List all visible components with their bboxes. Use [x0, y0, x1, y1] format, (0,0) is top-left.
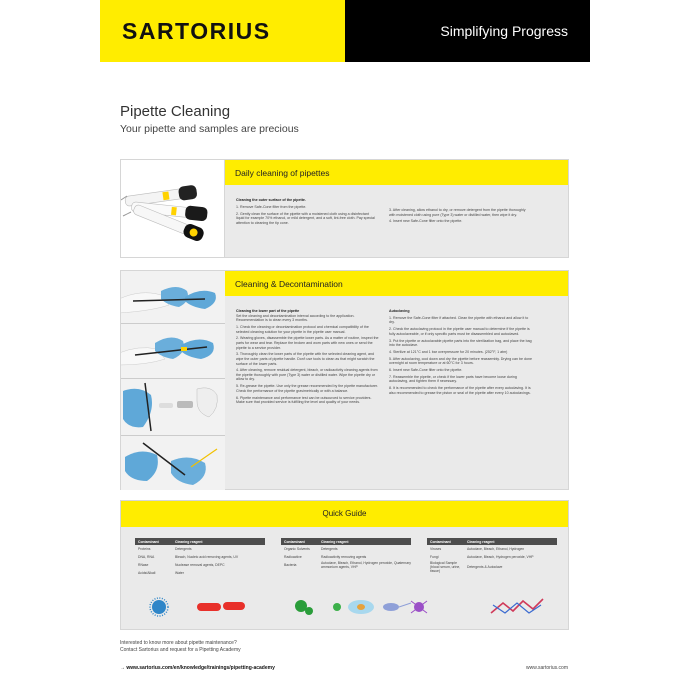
table-row: Acids/Alkali Water [138, 571, 184, 575]
pipettes-image [121, 160, 225, 257]
molecule-strands-icon [491, 599, 543, 613]
decon-left-intro: Set the cleaning and decontamination interval according to the application. Recommendation is to clean every 3 months. [236, 313, 355, 323]
decon-left-heading: Cleaning the lower part of the pipette [236, 309, 300, 313]
decon-step: 2. Wearing gloves, disassemble the pipette lower parts. As a matter of routine, inspect the parts for wear and tear. Replace the broken and worn parts with new ones or send the pipette to a service provider. [236, 336, 379, 350]
decontamination-panel [120, 270, 569, 490]
autoclave-step: 8. It is recommended to check the performance of the pipette after every autoclaving. It is also recommended to grease the piston or seal of the pipette after every 10 autoclavings. [389, 386, 531, 395]
quick-guide-table-1 [135, 538, 265, 577]
tagline-area [345, 0, 590, 62]
table-row: Organic Solvents Detergents [284, 547, 338, 551]
bacteria-icon [197, 602, 245, 611]
col-contaminant: Contaminant [430, 539, 451, 544]
page-subtitle: Your pipette and samples are precious [120, 123, 299, 135]
table-row: Fungi Autoclave, Bleach, Hydrogen peroxide, VHP [430, 555, 534, 559]
footer-text [120, 640, 241, 654]
col-reagent: Cleaning reagent [321, 539, 349, 544]
daily-step: 2. Gently clean the surface of the pipette with a moistened cloth using a disinfectant liquid for example 70% ethanol, or mild detergent, and a soft, lint-free cloth. Pay special attention to cleaning the tip cone. [236, 211, 375, 225]
table-row: RNase Nuclease removal agents, DEPC [138, 563, 225, 567]
contaminant-illustrations [121, 593, 570, 623]
sartorius-logo[interactable]: SARTORIUS [122, 17, 271, 44]
footer-line-1: Interested to know more about pipette maintenance? [120, 640, 237, 646]
col-reagent: Cleaning reagent [175, 539, 203, 544]
autoclave-step: 6. Insert new Safe-Cone filter onto the pipette. [389, 368, 463, 373]
table-row: Proteins Detergents [138, 547, 192, 551]
daily-steps-right [389, 208, 529, 226]
quick-guide-table-3 [427, 538, 557, 573]
table-row: Biological Sample (blood serum, urine, tissue) Detergents & Autoclave [430, 561, 503, 573]
daily-cleaning-panel [120, 159, 569, 258]
autoclave-step: 2. Check the autoclaving protocol in the pipette user manual to determine if the pipette is fully autoclaveable, or if only specific parts must be disassembled and autoclaved. [389, 327, 530, 336]
daily-cleaning-heading: Daily cleaning of pipettes [225, 160, 568, 185]
decontamination-images [121, 271, 225, 489]
autoclave-step: 5. After autoclaving, cool down and dry the pipette before reassembly. Drying can be done overnight at room temperature or at 60°C for 3 hours. [389, 356, 532, 366]
pipetting-academy-link[interactable]: → www.sartorius.com/en/knowledge/trainings/pipetting-academy [120, 665, 275, 671]
poster [100, 0, 590, 690]
autoclaving-steps [389, 309, 534, 398]
autoclave-step: 3. Put the pipette or autoclavable pipette parts into the sterilization bag, and place the bag into the autoclave. [389, 338, 532, 348]
table-row: Bacteria Autoclave, Bleach, Ethanol, Hydrogen peroxide, Quaternary ammonium agents, VHP [284, 561, 411, 569]
decon-step: 6. Pipette maintenance and performance test can be outsourced to service providers. Make sure that provided service is fulfilling the level and quality of your needs. [236, 395, 372, 405]
decon-step: 1. Check the cleaning or decontamination protocol and chemical compatibility of the selected cleaning solution for your pipette in the pipette user manual. [236, 324, 369, 334]
page-title: Pipette Cleaning [120, 103, 231, 120]
tagline: Simplifying Progress [440, 23, 568, 39]
cell-cluster-icon [295, 600, 313, 615]
decon-steps-left [236, 309, 381, 407]
col-reagent: Cleaning reagent [467, 539, 495, 544]
decon-step: 3. Thoroughly clean the lower parts of the pipette with the selected cleaning agent, and wipe the outer parts of pipette handle. Don't use tools to clean as that might scratch the surface of the lower parts. [236, 352, 375, 366]
virus-icon [150, 598, 168, 616]
daily-steps-left [236, 198, 376, 228]
green-dot-icon [333, 603, 341, 611]
quick-guide-table-2 [281, 538, 411, 569]
table-row: Viruses Autoclave, Bleach, Ethanol, Hydrogen [430, 547, 525, 551]
website-link[interactable]: www.sartorius.com [526, 665, 568, 671]
autoclave-step: 4. Sterilize at 121°C and 1 bar overpressure for 20 minutes. (252°F, 1 atm) [389, 349, 508, 354]
table-header [135, 538, 265, 545]
col-contaminant: Contaminant [284, 539, 305, 544]
table-header [427, 538, 557, 545]
decon-step: 4. After cleaning, remove residual detergent, bleach, or radioactivity cleaning agents from the pipette thoroughly with pure (Type 3) water or distilled water. Wipe the pipette dry or allow to dry. [236, 368, 378, 382]
table-row: DNA, RNA Bleach, Nucleic acid removing agents, UV [138, 555, 239, 559]
radioactive-virus-icon [411, 601, 427, 613]
col-contaminant: Contaminant [138, 539, 159, 544]
quick-guide-heading: Quick Guide [121, 501, 568, 527]
daily-step: 3. After cleaning, allow ethanol to dry, or remove detergent from the pipette thoroughly with moistened cloth using pure (Type 3) water or distilled water, then wipe it dry. [389, 208, 526, 217]
quick-guide-panel [120, 500, 569, 630]
daily-subheading: Cleaning the outer surface of the pipette. [236, 198, 306, 202]
decontamination-heading: Cleaning & Decontamination [225, 271, 568, 296]
table-row: Radioactive Radioactivity removing agents [284, 555, 367, 559]
autoclave-step: 7. Reassemble the pipette, or check if the lower parts have become loose during autoclaving, and tighten them if necessary. [389, 374, 517, 384]
autoclave-step: 1. Remove the Safe-Cone filter if attached. Clean the pipette with ethanol and allow it to dry. [389, 315, 529, 325]
table-header [281, 538, 411, 545]
daily-step: 1. Remove Safe-Cone filter from the pipette. [236, 204, 307, 209]
footer-line-2: Contact Sartorius and request for a Pipetting Academy [120, 647, 241, 653]
flagellate-icon [383, 603, 411, 611]
cell-icon [348, 600, 374, 614]
daily-step: 4. Insert new Safe-Cone filter onto the pipette. [389, 219, 463, 224]
autoclaving-heading: Autoclaving [389, 309, 410, 313]
logo-area [100, 0, 345, 62]
decon-step: 5. Re-grease the pipette. Use only the grease recommended by the pipette manufacturer. Check the performance of the pipette gravimetrically or with a balance. [236, 384, 379, 393]
header [100, 0, 590, 62]
